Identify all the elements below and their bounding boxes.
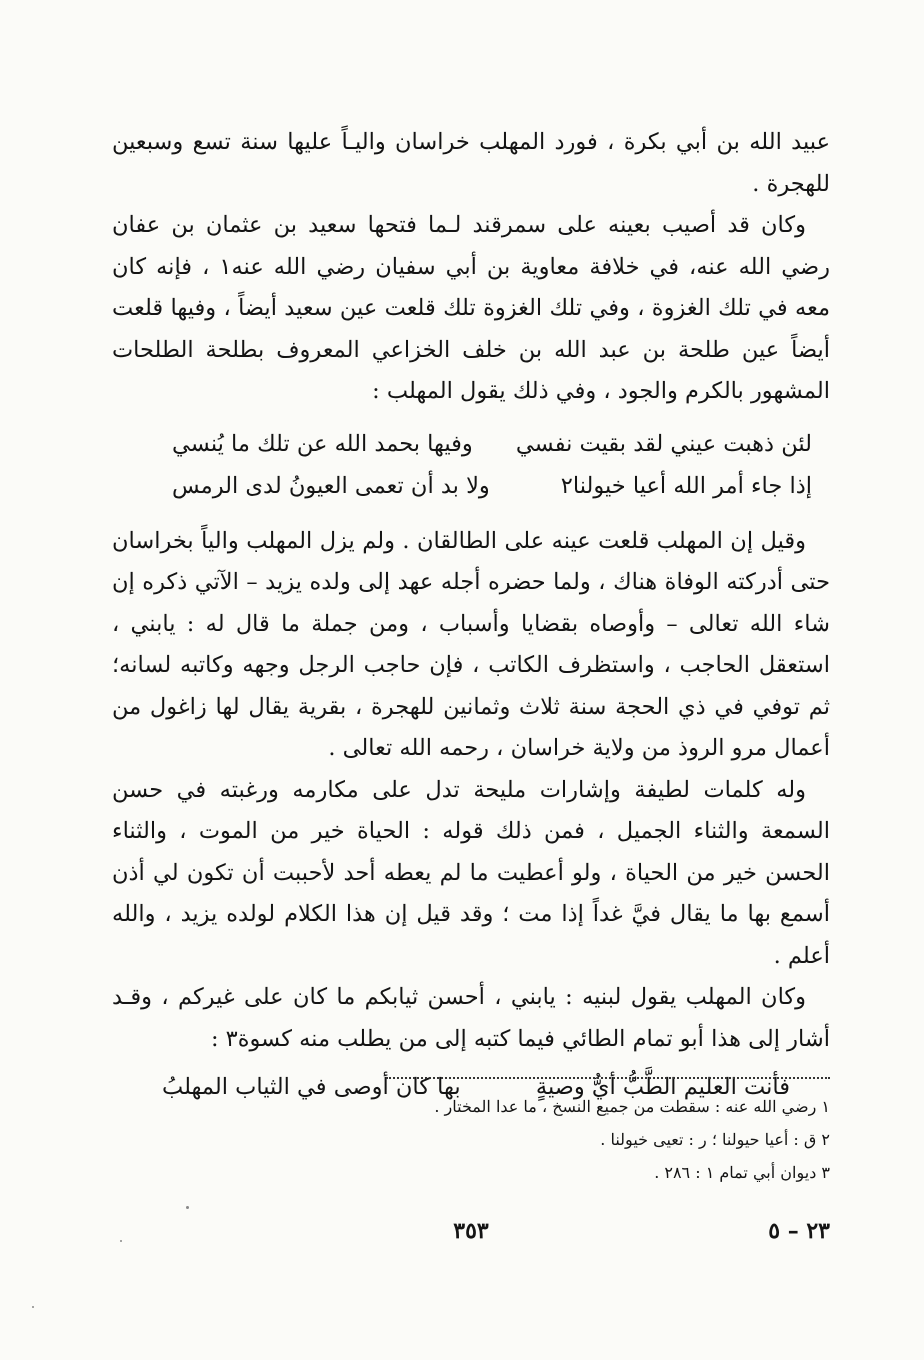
verse-2-first-hemistich: إذا جاء أمر الله أعيا خيولنا٢ (560, 472, 812, 499)
signature-mark: ٢٣ – ٥ (768, 1218, 830, 1244)
footnote-1: ١ رضي الله عنه : سقطت من جميع النسخ ، ما عدا المختار . (434, 1097, 830, 1116)
main-text (112, 122, 830, 1108)
verse-line-1 (112, 423, 830, 465)
footnote-3: ٣ ديوان أبي تمام ١ : ٢٨٦ . (654, 1163, 830, 1182)
footnotes (330, 1090, 830, 1189)
verse-3-second-hemistich: بها كان أوصى في الثياب المهلبُ (162, 1074, 461, 1100)
print-speck (32, 1306, 34, 1308)
paragraph-4: وله كلمات لطيفة وإشارات مليحة تدل على مكارمه ورغبته في حسن السمعة والثناء الجميل ، فمن ذلك قوله : الحياة خير من الموت ، والثناء الحسن خير من الحياة ، ولو أعطيت ما لم يعطه أحد لأحببت أن تكون لي أذن أسمع بها ما يقال فيَّ غداً إذا مت ؛ وقد قيل إن هذا الكلام لولده يزيد ، والله أعلم . (112, 776, 830, 969)
footnote-separator (386, 1077, 830, 1079)
page-number: ٣٥٣ (453, 1218, 489, 1244)
paragraph-3: وقيل إن المهلب قلعت عينه على الطالقان . ولم يزل المهلب والياً بخراسان حتى أدركته الوفاة هناك ، ولما حضره أجله عهد إلى ولده يزيد – الآتي ذكره إن شاء الله تعالى – وأوصاه بقضايا وأسباب ، ومن جملة ما قال له : يابني ، استعقل الحاجب ، واستظرف الكاتب ، فإن حاجب الرجل وجهه وكاتبه لسانه؛ ثم توفي في ذي الحجة سنة ثلاث وثمانين للهجرة ، بقرية يقال لها زاغول من أعمال مرو الروذ من ولاية خراسان ، رحمه الله تعالى . (112, 527, 830, 761)
verse-line-2 (112, 465, 830, 507)
paragraph-1: عبيد الله بن أبي بكرة ، فورد المهلب خراسان واليـاً عليها سنة تسع وسبعين للهجرة . (112, 129, 830, 197)
paragraph-2: وكان قد أصيب بعينه على سمرقند لـما فتحها سعيد بن عثمان بن عفان رضي الله عنه، في خلافة معاوية بن أبي سفيان رضي الله عنه١ ، فإنه كان معه في تلك الغزوة ، وفي تلك الغزوة تلك قلعت عين سعيد أيضاً ، وفيها قلعت أيضاً عين طلحة بن عبد الله بن خلف الخزاعي المعروف بطلحة الطلحات المشهور بالكرم والجود ، وفي ذلك يقول المهلب : (112, 212, 830, 404)
paragraph-5: وكان المهلب يقول لبنيه : يابني ، أحسن ثيابكم ما كان على غيركم ، وقـد أشار إلى هذا أبو تمام الطائي فيما كتبه إلى من يطلب منه كسوة٣ : (112, 984, 830, 1052)
verse-2-second-hemistich: ولا بد أن تعمى العيونُ لدى الرمس (172, 472, 490, 499)
verse-3-first-hemistich: فأنت العليم الطَّبُّ أيُّ وصيةٍ (535, 1074, 790, 1100)
verse-1-first-hemistich: لئن ذهبت عيني لقد بقيت نفسي (515, 430, 812, 457)
page-footer (112, 1218, 830, 1258)
print-speck (186, 1206, 189, 1209)
footnote-2: ٢ ق : أعيا حيولنا ؛ ر : تعيى خيولنا . (600, 1130, 830, 1149)
verse-1-second-hemistich: وفيها بحمد الله عن تلك ما يُنسي (172, 430, 473, 457)
poem-muhallab (112, 423, 830, 507)
print-speck (120, 1240, 122, 1242)
